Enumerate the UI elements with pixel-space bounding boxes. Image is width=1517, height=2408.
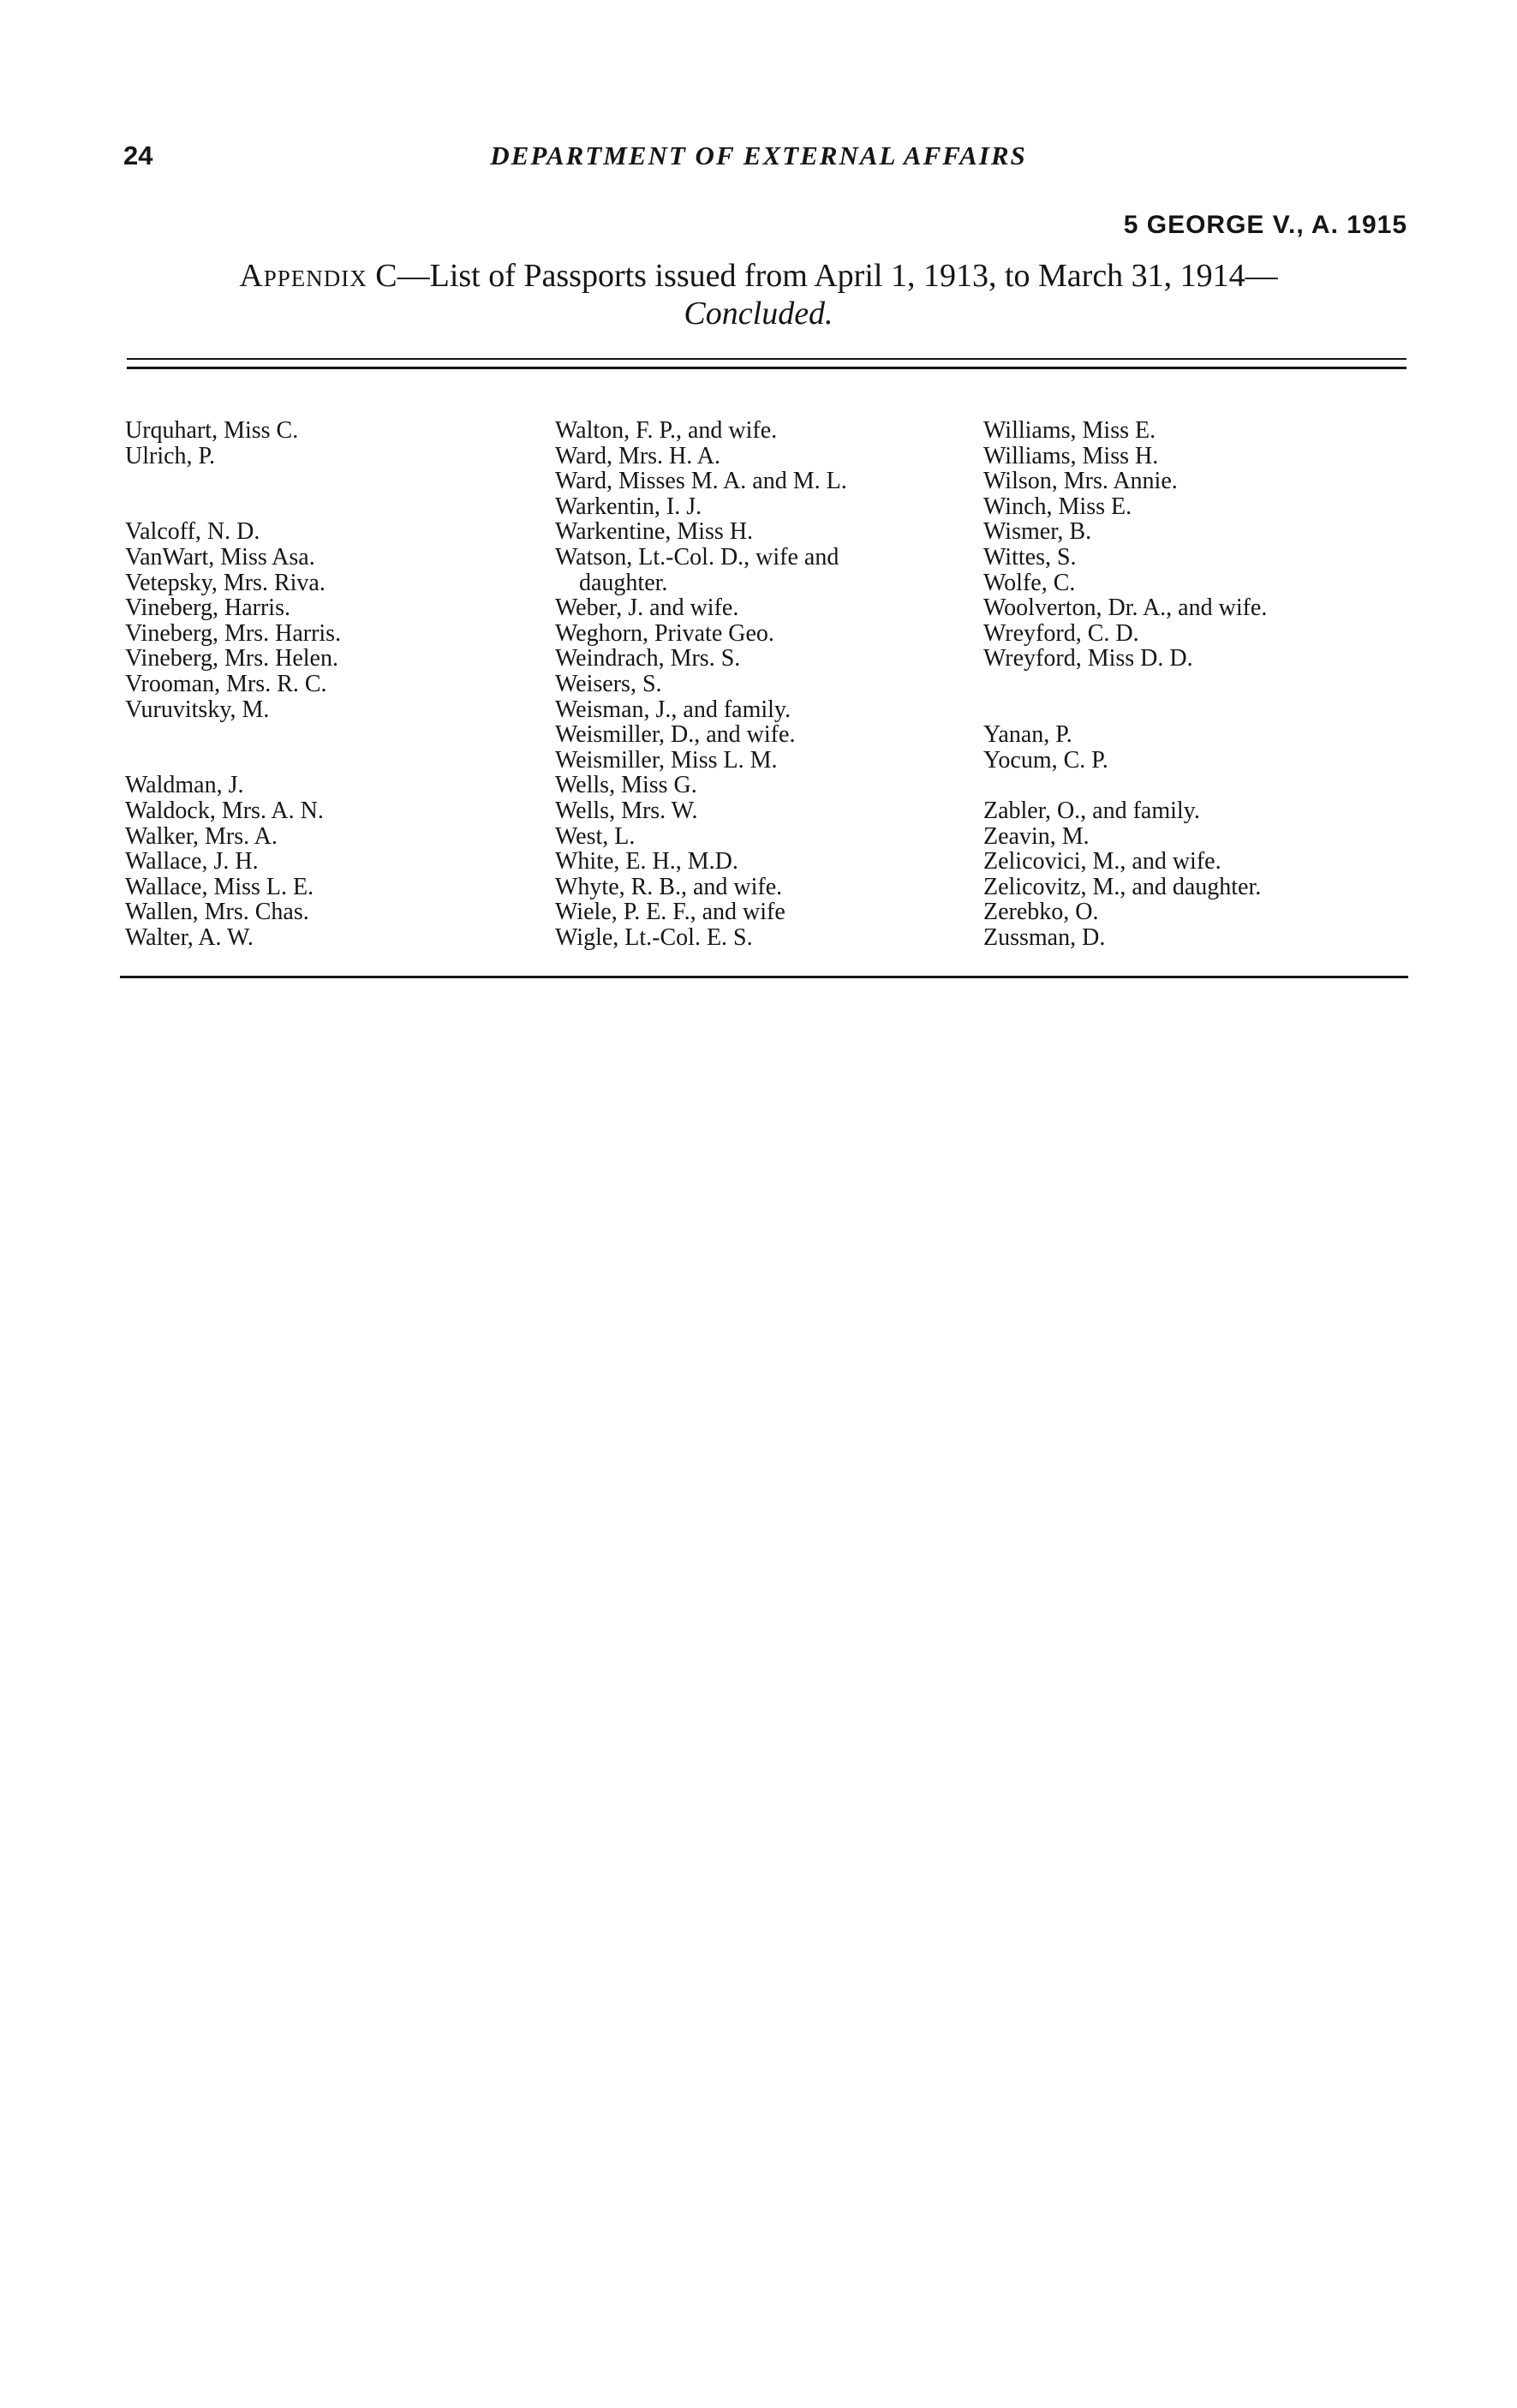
passport-entry: Whyte, R. B., and wife. xyxy=(555,873,783,900)
passport-entry: Wreyford, Miss D. D. xyxy=(983,645,1193,672)
passport-entry: Zelicovitz, M., and daughter. xyxy=(983,873,1262,900)
passport-entry: Wismer, B. xyxy=(983,518,1092,546)
session-reference: 5 GEORGE V., A. 1915 xyxy=(1123,211,1407,239)
passport-entry: Walton, F. P., and wife. xyxy=(555,417,778,444)
passport-entry: Wolfe, C. xyxy=(983,569,1076,596)
passport-entry: Watson, Lt.-Col. D., wife and xyxy=(555,543,839,571)
running-head: DEPARTMENT OF EXTERNAL AFFAIRS xyxy=(490,140,1027,170)
passport-entry: Zerebko, O. xyxy=(983,899,1099,926)
passport-entry: Ward, Mrs. H. A. xyxy=(555,442,720,469)
passport-entry: Ulrich, P. xyxy=(125,442,215,469)
passport-entry: Ward, Misses M. A. and M. L. xyxy=(555,468,847,495)
passport-entry: Williams, Miss H. xyxy=(983,442,1159,469)
name-column-3 xyxy=(983,418,1267,950)
bottom-rule xyxy=(120,976,1408,978)
passport-entry: Yanan, P. xyxy=(983,721,1072,749)
passport-entry: White, E. H., M.D. xyxy=(555,848,738,875)
passport-entry: Waldman, J. xyxy=(125,772,244,799)
list-gap xyxy=(125,469,341,494)
name-column-1 xyxy=(125,418,341,950)
appendix-title-line xyxy=(0,257,1517,295)
list-gap xyxy=(125,722,341,748)
passport-entry: Waldock, Mrs. A. N. xyxy=(125,797,324,824)
passport-entry: Vetepsky, Mrs. Riva. xyxy=(125,569,325,596)
passport-entry: Weisers, S. xyxy=(555,670,662,697)
passport-entry: Valcoff, N. D. xyxy=(125,518,260,546)
passport-entry: daughter. xyxy=(579,569,668,596)
passport-entry: Urquhart, Miss C. xyxy=(125,417,299,444)
appendix-continuation: Concluded. xyxy=(684,296,833,332)
passport-entry: Wreyford, C. D. xyxy=(983,619,1139,647)
name-column-2 xyxy=(555,418,847,950)
passport-entry: Zabler, O., and family. xyxy=(983,797,1200,824)
passport-entry: Zelicovici, M., and wife. xyxy=(983,848,1221,875)
list-gap xyxy=(125,748,341,774)
passport-entry: Wallen, Mrs. Chas. xyxy=(125,899,309,926)
passport-entry: Zeavin, M. xyxy=(983,822,1090,850)
passport-entry: Vrooman, Mrs. R. C. xyxy=(125,670,327,697)
appendix-title xyxy=(0,257,1517,332)
passport-entry: Vineberg, Mrs. Helen. xyxy=(125,645,338,672)
page-number: 24 xyxy=(123,140,153,170)
passport-entry: Weisman, J., and family. xyxy=(555,696,791,723)
passport-entry: Weismiller, Miss L. M. xyxy=(555,746,778,774)
passport-entry: Wallace, J. H. xyxy=(125,848,259,875)
passport-entry: Wigle, Lt.-Col. E. S. xyxy=(555,923,753,951)
passport-entry: VanWart, Miss Asa. xyxy=(125,543,315,571)
passport-entry: Weghorn, Private Geo. xyxy=(555,619,774,647)
passport-entry: Weismiller, D., and wife. xyxy=(555,721,796,749)
list-gap xyxy=(983,773,1267,798)
double-rule xyxy=(127,358,1407,369)
passport-entry: Wells, Miss G. xyxy=(555,772,697,799)
passport-entry: Woolverton, Dr. A., and wife. xyxy=(983,595,1268,622)
list-gap xyxy=(983,697,1267,723)
list-gap xyxy=(983,672,1267,697)
passport-entry: Wilson, Mrs. Annie. xyxy=(983,468,1178,495)
passport-entry: Wallace, Miss L. E. xyxy=(125,873,314,900)
list-gap xyxy=(125,494,341,520)
passport-entry: Weber, J. and wife. xyxy=(555,595,739,622)
passport-entry: Wiele, P. E. F., and wife xyxy=(555,899,785,926)
passport-entry: Walker, Mrs. A. xyxy=(125,822,278,850)
appendix-label: Appendix xyxy=(239,258,367,294)
passport-entry: Vineberg, Mrs. Harris. xyxy=(125,619,342,647)
passport-entry: Wells, Mrs. W. xyxy=(555,797,698,824)
passport-entry: Wittes, S. xyxy=(983,543,1077,571)
passport-entry: Vuruvitsky, M. xyxy=(125,696,270,723)
passport-entry: Yocum, C. P. xyxy=(983,746,1108,774)
passport-entry: Winch, Miss E. xyxy=(983,493,1132,520)
passport-entry: Zussman, D. xyxy=(983,923,1106,951)
passport-entry: Weindrach, Mrs. S. xyxy=(555,645,741,672)
appendix-title-text: C—List of Passports issued from April 1, 1913, to March 31, 1914— xyxy=(375,258,1278,294)
passport-entry: Warkentine, Miss H. xyxy=(555,518,754,546)
passport-entry: Williams, Miss E. xyxy=(983,417,1156,444)
passport-entry: Walter, A. W. xyxy=(125,923,254,951)
passport-entry: Warkentin, I. J. xyxy=(555,493,702,520)
passport-entry: West, L. xyxy=(555,822,636,850)
passport-entry: Vineberg, Harris. xyxy=(125,595,290,622)
